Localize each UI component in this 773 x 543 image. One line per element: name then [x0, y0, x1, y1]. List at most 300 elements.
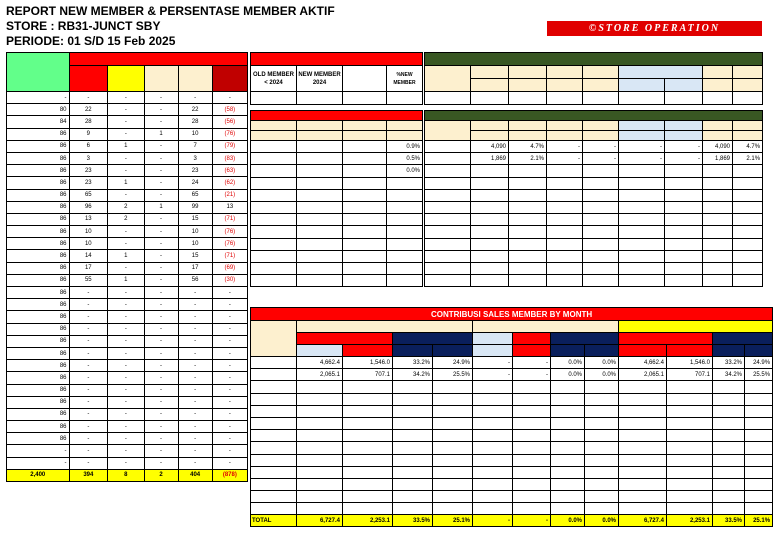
table-cell	[343, 238, 387, 250]
table-cell	[703, 165, 733, 177]
total-row	[7, 469, 248, 481]
table-cell: -	[178, 433, 212, 445]
table-cell	[251, 369, 297, 381]
table-cell: 56	[178, 274, 212, 286]
table-cell	[393, 430, 433, 442]
total-label: TOTAL	[251, 515, 297, 527]
table-cell	[583, 214, 619, 226]
table-cell: -	[144, 262, 178, 274]
table-cell: 1	[144, 128, 178, 140]
table-cell	[297, 466, 343, 478]
table-cell	[547, 250, 583, 262]
table-cell	[297, 153, 343, 165]
table-cell	[665, 262, 703, 274]
table-cell: -	[144, 140, 178, 152]
table-row	[7, 177, 248, 189]
table-cell	[583, 262, 619, 274]
table-cell	[509, 238, 547, 250]
table-cell: (62)	[212, 177, 247, 189]
total-cell: (878)	[212, 469, 247, 481]
table-cell: 86	[7, 152, 70, 164]
table-cell	[297, 430, 343, 442]
table-row	[251, 381, 773, 393]
table-cell	[251, 417, 297, 429]
table-cell	[667, 466, 713, 478]
table-cell	[387, 250, 423, 262]
table-cell	[583, 250, 619, 262]
table-cell	[667, 381, 713, 393]
table-cell: 1	[108, 140, 144, 152]
table-row	[251, 238, 423, 250]
table-cell: 28	[69, 116, 108, 128]
new-member-table	[250, 52, 423, 287]
table-cell	[745, 417, 773, 429]
table-cell	[745, 454, 773, 466]
store-operation-badge: ©STORE OPERATION	[547, 21, 762, 36]
table-cell	[665, 177, 703, 189]
table-cell: -	[144, 396, 178, 408]
table-cell	[251, 262, 297, 274]
table-row	[7, 360, 248, 372]
table-cell: -	[144, 311, 178, 323]
table-cell	[513, 393, 551, 405]
table-cell	[513, 430, 551, 442]
table-cell: 84	[7, 116, 70, 128]
table-cell	[665, 238, 703, 250]
table-cell: (69)	[212, 262, 247, 274]
table-row	[7, 457, 248, 469]
table-cell	[585, 491, 619, 503]
table-row	[251, 165, 423, 177]
table-row	[7, 238, 248, 250]
table-cell	[251, 238, 297, 250]
table-cell: -	[69, 287, 108, 299]
table-row	[251, 478, 773, 490]
table-cell	[297, 442, 343, 454]
table-cell	[733, 177, 763, 189]
table-cell: 1,546.0	[667, 357, 713, 369]
total-cell: 394	[69, 469, 108, 481]
table-cell: -	[473, 357, 513, 369]
table-cell	[343, 503, 393, 515]
table-cell: 15	[178, 213, 212, 225]
table-row	[251, 454, 773, 466]
table-cell	[297, 503, 343, 515]
table-cell	[473, 466, 513, 478]
table-cell	[703, 238, 733, 250]
table-cell: 86	[7, 177, 70, 189]
table-cell: -	[108, 152, 144, 164]
table-cell: -	[144, 116, 178, 128]
table-cell	[471, 189, 509, 201]
contribution-table	[250, 307, 773, 527]
table-cell	[733, 250, 763, 262]
table-cell: -	[108, 104, 144, 116]
table-cell	[425, 153, 471, 165]
table-cell: 22	[69, 104, 108, 116]
table-cell	[251, 393, 297, 405]
table-cell: -	[178, 372, 212, 384]
table-cell	[343, 430, 393, 442]
table-cell	[425, 177, 471, 189]
table-cell: 2	[108, 201, 144, 213]
table-cell: 86	[7, 262, 70, 274]
table-cell	[297, 262, 343, 274]
table-cell: 86	[7, 396, 70, 408]
table-cell	[297, 393, 343, 405]
table-cell: -	[583, 153, 619, 165]
table-cell	[667, 393, 713, 405]
table-cell	[745, 381, 773, 393]
table-cell: -	[144, 299, 178, 311]
table-cell	[251, 442, 297, 454]
table-cell: 86	[7, 250, 70, 262]
table-row	[7, 299, 248, 311]
table-cell	[433, 430, 473, 442]
table-row	[7, 408, 248, 420]
table-cell: -	[69, 457, 108, 469]
table-row	[251, 250, 423, 262]
table-cell: -	[108, 421, 144, 433]
table-cell	[733, 275, 763, 287]
table-cell: 80	[7, 104, 70, 116]
table-cell	[583, 177, 619, 189]
table-cell	[425, 226, 471, 238]
table-cell	[471, 214, 509, 226]
table-cell	[551, 430, 585, 442]
table-cell	[585, 478, 619, 490]
total-cell: -	[513, 515, 551, 527]
table-row	[425, 250, 763, 262]
table-cell	[509, 262, 547, 274]
table-cell: -	[665, 153, 703, 165]
table-cell	[619, 201, 665, 213]
total-cell: 25.1%	[745, 515, 773, 527]
table-cell	[713, 442, 745, 454]
table-cell	[393, 417, 433, 429]
table-cell	[393, 503, 433, 515]
table-cell	[473, 442, 513, 454]
report-title: REPORT NEW MEMBER & PERSENTASE MEMBER AKTIF	[6, 4, 335, 18]
table-cell: -	[178, 360, 212, 372]
table-cell	[297, 177, 343, 189]
table-cell	[745, 503, 773, 515]
total-cell: 8	[108, 469, 144, 481]
table-cell	[425, 238, 471, 250]
table-cell	[473, 393, 513, 405]
table-cell	[745, 405, 773, 417]
table-cell: -	[212, 360, 247, 372]
table-cell	[733, 165, 763, 177]
table-row	[7, 396, 248, 408]
table-cell: -	[144, 335, 178, 347]
table-cell	[733, 226, 763, 238]
table-cell	[619, 430, 667, 442]
table-cell: 17	[69, 262, 108, 274]
table-cell: -	[108, 323, 144, 335]
table-cell: 3	[178, 152, 212, 164]
table-cell	[251, 491, 297, 503]
table-cell	[509, 250, 547, 262]
table-cell	[509, 165, 547, 177]
table-cell: (76)	[212, 238, 247, 250]
table-cell	[343, 417, 393, 429]
table-row	[7, 287, 248, 299]
table-cell	[667, 442, 713, 454]
table-row	[251, 442, 773, 454]
table-cell	[297, 201, 343, 213]
table-cell	[473, 417, 513, 429]
table-row	[7, 335, 248, 347]
table-cell: -	[178, 335, 212, 347]
table-cell	[713, 417, 745, 429]
table-cell: -	[144, 347, 178, 359]
table-cell	[393, 442, 433, 454]
table-cell: 1	[144, 201, 178, 213]
table-cell	[585, 393, 619, 405]
total-cell: 6,727.4	[297, 515, 343, 527]
table-cell	[343, 381, 393, 393]
table-cell	[703, 226, 733, 238]
table-cell	[425, 250, 471, 262]
table-row	[7, 250, 248, 262]
table-cell	[297, 417, 343, 429]
table-cell	[433, 417, 473, 429]
table-cell	[583, 238, 619, 250]
table-cell	[745, 491, 773, 503]
table-cell	[509, 177, 547, 189]
table-cell: 0.5%	[387, 153, 423, 165]
table-cell: 99	[178, 201, 212, 213]
table-cell	[473, 430, 513, 442]
table-cell: -	[144, 104, 178, 116]
table-cell	[387, 226, 423, 238]
table-cell	[297, 238, 343, 250]
table-cell	[703, 262, 733, 274]
table-cell	[619, 238, 665, 250]
pct-new-member-header: %NEW MEMBER	[387, 66, 423, 92]
table-cell	[251, 189, 297, 201]
table-cell	[433, 381, 473, 393]
table-row	[7, 128, 248, 140]
table-cell: 1,869	[703, 153, 733, 165]
table-cell	[713, 478, 745, 490]
table-cell: 0.9%	[387, 141, 423, 153]
table-cell	[667, 430, 713, 442]
table-cell: -	[178, 311, 212, 323]
table-row	[251, 491, 773, 503]
table-cell: -	[7, 92, 70, 104]
table-cell: (30)	[212, 274, 247, 286]
table-cell	[619, 393, 667, 405]
table-cell	[745, 466, 773, 478]
table-cell	[509, 201, 547, 213]
table-cell	[343, 177, 387, 189]
table-cell	[619, 250, 665, 262]
table-cell	[703, 177, 733, 189]
table-cell: (76)	[212, 226, 247, 238]
table-cell: 2.1%	[733, 153, 763, 165]
table-cell: 86	[7, 311, 70, 323]
table-cell: -	[212, 372, 247, 384]
table-cell: 86	[7, 213, 70, 225]
table-cell	[473, 491, 513, 503]
table-cell: -	[178, 408, 212, 420]
table-cell: -	[108, 287, 144, 299]
table-cell: -	[178, 421, 212, 433]
table-row	[7, 445, 248, 457]
table-cell	[713, 491, 745, 503]
table-cell: -	[144, 433, 178, 445]
table-row	[7, 311, 248, 323]
table-row	[425, 238, 763, 250]
table-row	[7, 384, 248, 396]
table-cell	[583, 201, 619, 213]
table-cell: 0.0%	[387, 165, 423, 177]
table-cell: -	[619, 141, 665, 153]
table-row	[251, 503, 773, 515]
table-cell	[251, 141, 297, 153]
table-cell	[251, 430, 297, 442]
table-cell: -	[212, 396, 247, 408]
table-cell: -	[212, 347, 247, 359]
table-cell: -	[108, 189, 144, 201]
table-cell	[665, 201, 703, 213]
table-cell: 34.2%	[713, 369, 745, 381]
table-cell: 0.0%	[585, 369, 619, 381]
table-cell: -	[178, 92, 212, 104]
table-cell: -	[144, 445, 178, 457]
table-cell	[297, 141, 343, 153]
table-cell: 2.1%	[509, 153, 547, 165]
table-cell	[667, 478, 713, 490]
table-cell	[387, 262, 423, 274]
table-cell	[343, 165, 387, 177]
table-cell	[585, 381, 619, 393]
table-cell: -	[178, 323, 212, 335]
table-cell	[473, 405, 513, 417]
table-row	[7, 226, 248, 238]
table-cell: 0.0%	[551, 369, 585, 381]
table-cell	[471, 250, 509, 262]
table-cell: -	[144, 226, 178, 238]
table-cell	[433, 393, 473, 405]
table-cell	[713, 454, 745, 466]
table-cell: -	[108, 360, 144, 372]
table-cell	[251, 201, 297, 213]
table-cell	[547, 165, 583, 177]
table-cell	[425, 165, 471, 177]
table-row	[425, 153, 763, 165]
table-cell	[619, 405, 667, 417]
blank-header	[343, 66, 387, 92]
table-cell: -	[212, 311, 247, 323]
table-cell: -	[178, 445, 212, 457]
table-cell	[343, 262, 387, 274]
table-cell: -	[108, 457, 144, 469]
table-cell: -	[178, 396, 212, 408]
table-cell	[585, 503, 619, 515]
table-cell: 2,065.1	[297, 369, 343, 381]
table-cell: 1,869	[471, 153, 509, 165]
table-cell: (76)	[212, 128, 247, 140]
table-cell	[551, 478, 585, 490]
table-cell	[619, 189, 665, 201]
table-cell	[393, 381, 433, 393]
table-cell: -	[144, 372, 178, 384]
total-cell: 2,253.1	[667, 515, 713, 527]
table-cell	[393, 478, 433, 490]
table-cell: -	[69, 323, 108, 335]
table-cell	[343, 466, 393, 478]
table-cell	[473, 381, 513, 393]
table-cell: 7	[178, 140, 212, 152]
table-cell: 34.2%	[393, 369, 433, 381]
table-cell	[619, 503, 667, 515]
table-cell	[433, 442, 473, 454]
table-row	[251, 201, 423, 213]
table-row	[251, 177, 423, 189]
table-row	[7, 116, 248, 128]
table-cell	[509, 226, 547, 238]
table-row	[425, 262, 763, 274]
table-cell: 4,090	[471, 141, 509, 153]
table-cell: -	[212, 445, 247, 457]
table-cell	[585, 442, 619, 454]
table-cell	[667, 454, 713, 466]
table-cell	[745, 393, 773, 405]
table-row	[251, 275, 423, 287]
table-cell: 24	[178, 177, 212, 189]
table-row	[7, 323, 248, 335]
table-cell: -	[547, 153, 583, 165]
total-cell: 0.0%	[551, 515, 585, 527]
table-row	[425, 214, 763, 226]
table-cell	[343, 214, 387, 226]
table-cell	[425, 141, 471, 153]
table-cell: -	[212, 384, 247, 396]
table-cell	[251, 214, 297, 226]
table-row	[7, 104, 248, 116]
table-cell	[387, 214, 423, 226]
table-cell	[619, 491, 667, 503]
table-cell	[513, 405, 551, 417]
table-cell	[665, 250, 703, 262]
table-cell: -	[69, 445, 108, 457]
table-cell	[583, 275, 619, 287]
table-cell	[619, 478, 667, 490]
table-cell: 86	[7, 128, 70, 140]
table-cell: (71)	[212, 250, 247, 262]
table-row	[7, 201, 248, 213]
table-cell	[343, 442, 393, 454]
table-cell	[583, 165, 619, 177]
table-cell	[393, 466, 433, 478]
table-cell	[547, 177, 583, 189]
table-cell	[619, 454, 667, 466]
table-cell: -	[108, 372, 144, 384]
table-cell	[433, 466, 473, 478]
table-cell: -	[69, 299, 108, 311]
table-cell: 86	[7, 372, 70, 384]
table-cell: -	[212, 335, 247, 347]
table-cell: 13	[212, 201, 247, 213]
table-cell	[551, 491, 585, 503]
table-row	[425, 141, 763, 153]
table-cell	[665, 275, 703, 287]
table-row	[251, 214, 423, 226]
table-cell	[297, 478, 343, 490]
